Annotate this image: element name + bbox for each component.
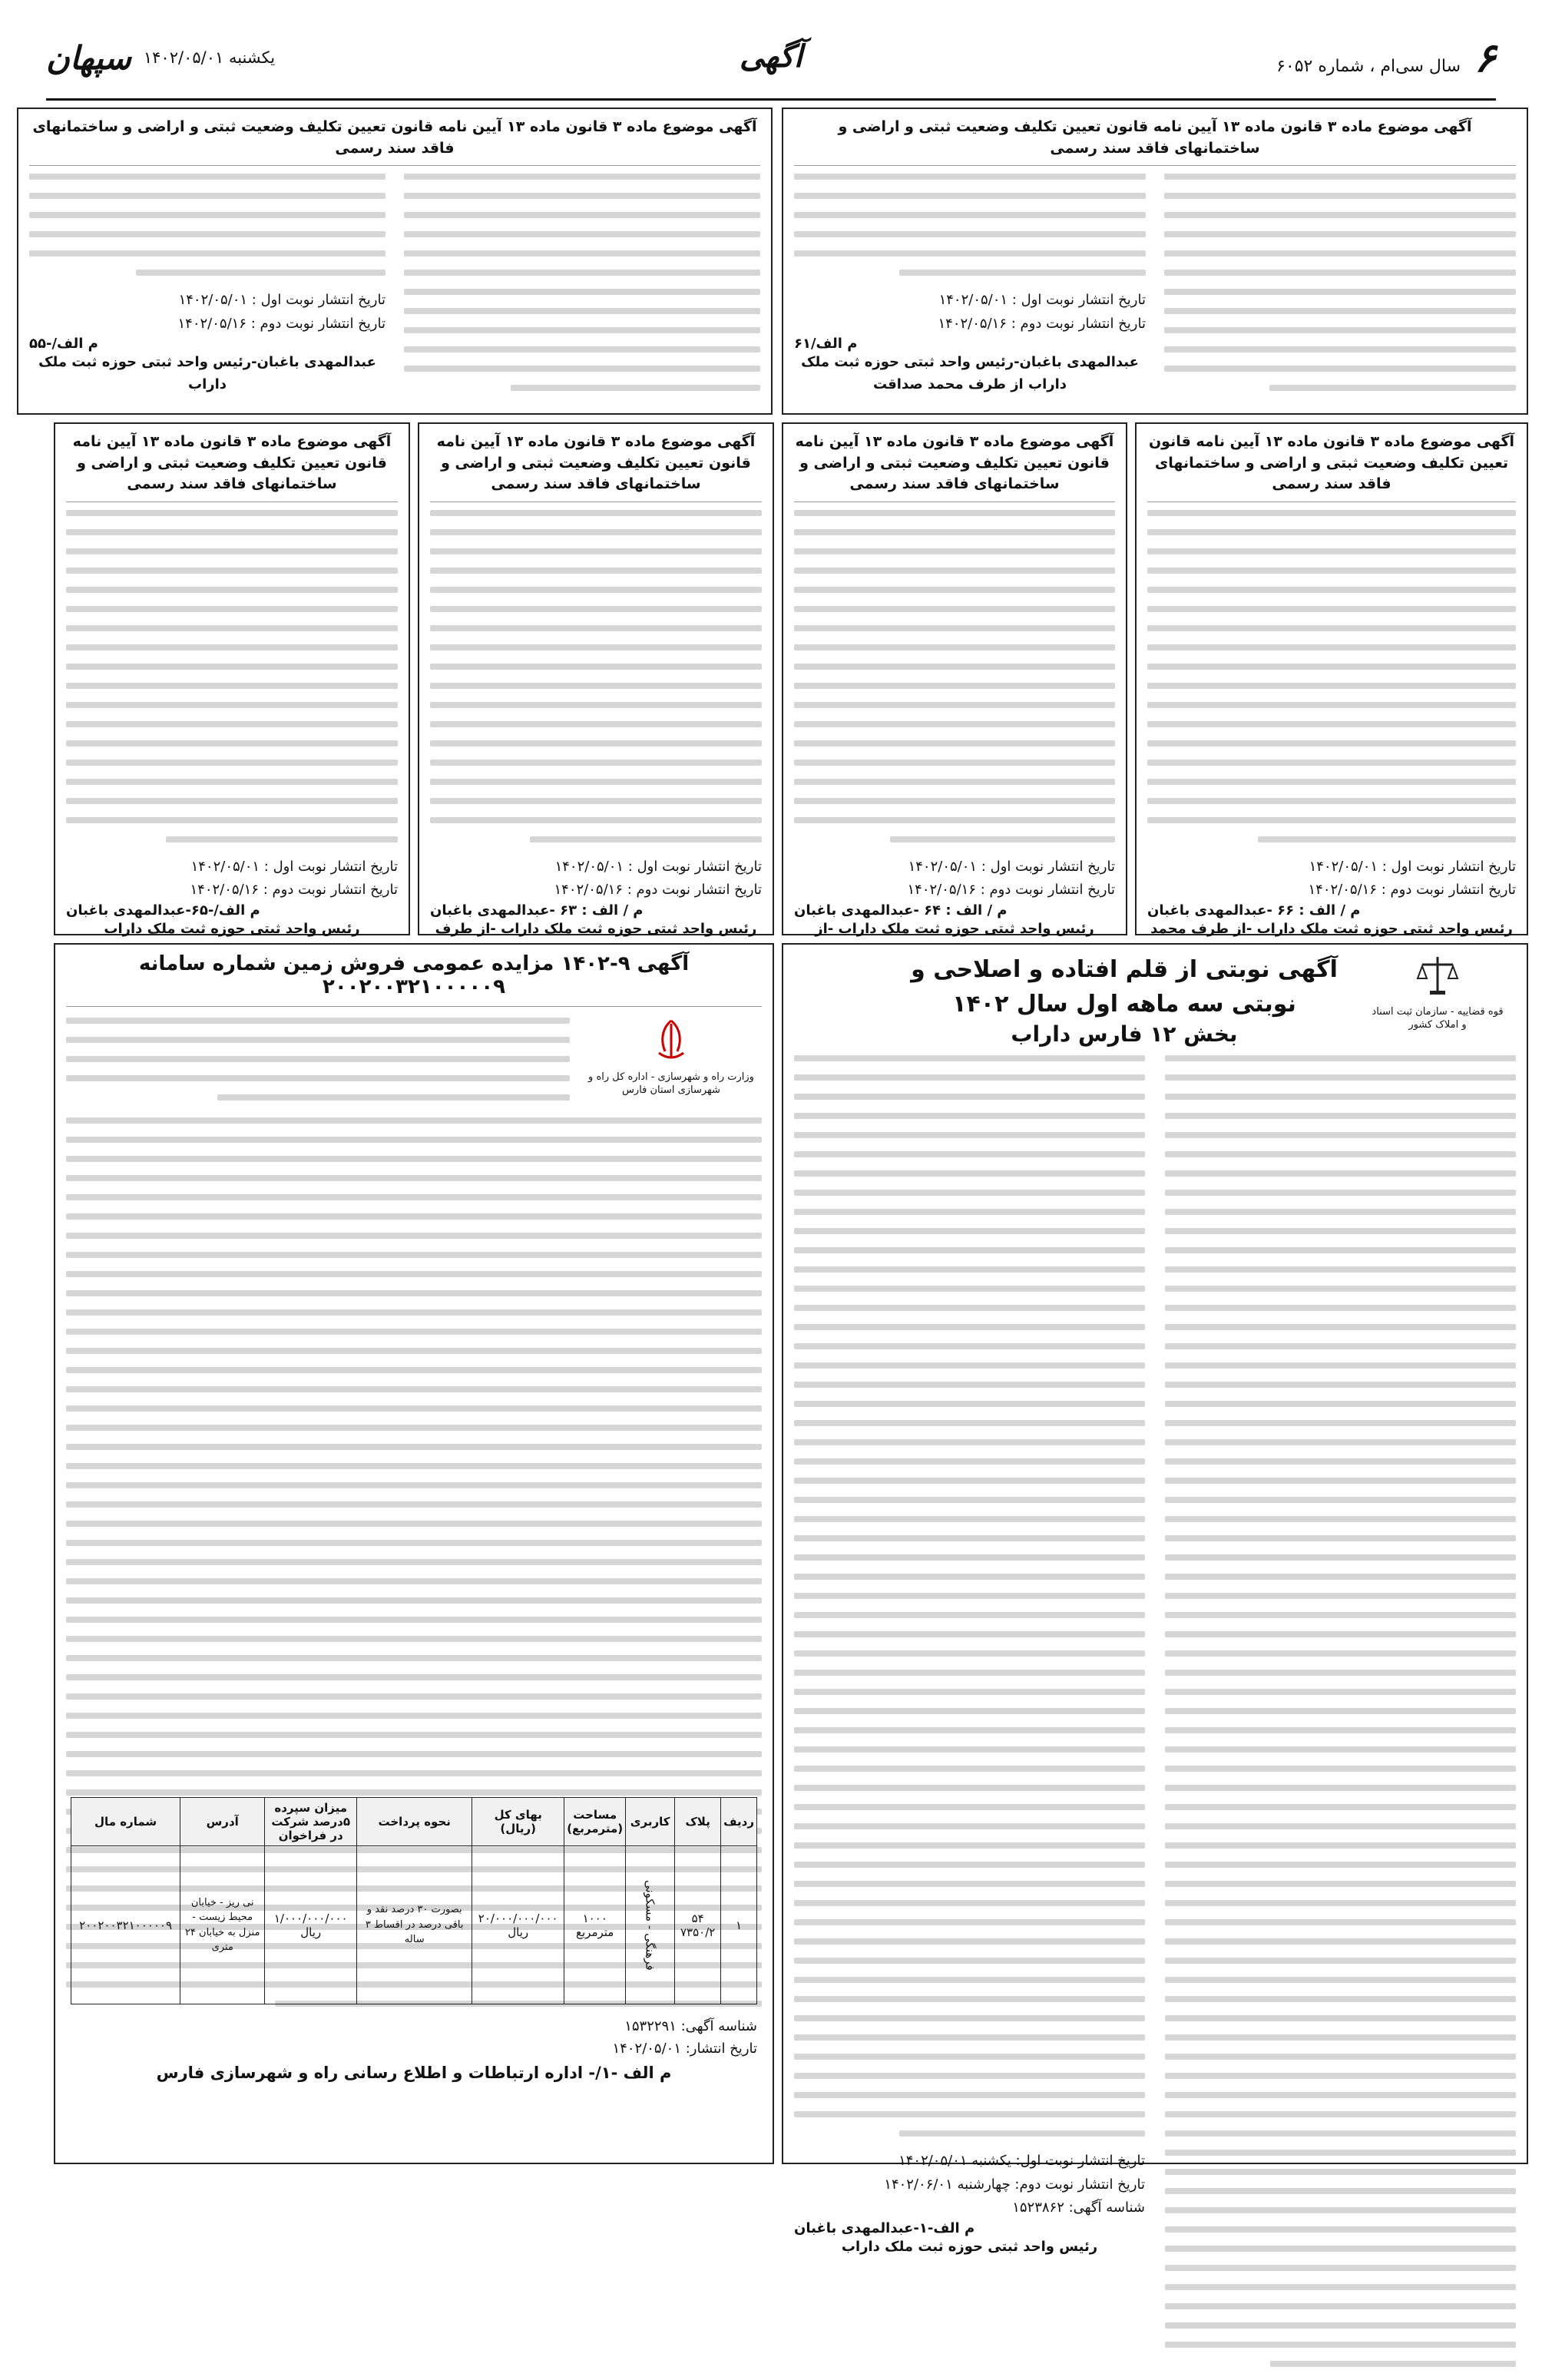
ad-reference: م الف-۱-عبدالمهدی باغبان <box>794 2219 975 2236</box>
auction-footer <box>71 2016 757 2086</box>
publish-date: تاریخ انتشار: ۱۴۰۲/۰۵/۰۱ <box>612 2040 757 2057</box>
table-cell: ۱۰۰۰ مترمربع <box>564 1846 626 2004</box>
publish-date-1: تاریخ انتشار نوبت اول : ۱۴۰۲/۰۵/۰۱ <box>178 292 386 309</box>
ad-reference: م / الف : ۶۶ -عبدالمهدی باغبان <box>1147 902 1361 919</box>
table-cell <box>675 1846 721 2004</box>
publish-date-2: تاریخ انتشار نوبت دوم : ۱۴۰۲/۰۵/۱۶ <box>938 315 1146 332</box>
table-header: نحوه پرداخت <box>357 1798 472 1846</box>
masthead <box>46 32 1496 83</box>
ad-property-notice <box>782 943 1528 2255</box>
property-notice-title: آگهی نوبتی از قلم افتاده و اصلاحی و نوبتی سه ماهه اول سال ۱۴۰۲ <box>911 956 1338 1018</box>
table-cell-part: ۵۴ <box>691 1911 704 1925</box>
publish-date-1: تاریخ انتشار نوبت اول : ۱۴۰۲/۰۵/۰۱ <box>190 858 398 875</box>
ad-title: آگهی موضوع ماده ۳ قانون ماده ۱۳ آیین نامه قانون تعیین تکلیف وضعیت ثبتی و اراضی و ساختمانهای فاقد سند رسمی <box>794 432 1115 502</box>
table-header: میزان سپرده ۵درصد شرکت در فراخوان <box>265 1798 357 1846</box>
property-notice-right-column <box>1165 1055 1516 2380</box>
table-header: ردیف <box>721 1798 757 1846</box>
publish-date-2: تاریخ انتشار نوبت دوم : ۱۴۰۲/۰۵/۱۶ <box>907 882 1115 899</box>
newspaper-logo: سپهان <box>46 38 131 77</box>
table-cell: ۱/۰۰۰/۰۰۰/۰۰۰ ریال <box>265 1846 357 2004</box>
table-header: مساحت (مترمربع) <box>564 1798 626 1846</box>
ad-signature: عبدالمهدی باغبان-رئیس واحد ثبتی حوزه ثبت ملک داراب <box>38 354 376 393</box>
publish-date-1: تاریخ انتشار نوبت اول : ۱۴۰۲/۰۵/۰۱ <box>908 858 1115 875</box>
table-cell: بصورت ۳۰ درصد نقد و باقی درصد در اقساط ۳ ساله <box>357 1846 472 2004</box>
masthead-left <box>46 39 275 77</box>
national-emblem-icon <box>648 1018 694 1064</box>
page-number: ۶ <box>1474 34 1496 81</box>
ad-body-left-column <box>794 174 1146 404</box>
ad-title: آگهی موضوع ماده ۳ قانون ماده ۱۳ آیین نامه قانون تعیین تکلیف وضعیت ثبتی و اراضی و ساختمانهای فاقد سند رسمی <box>430 432 762 502</box>
publish-date-2: تاریخ انتشار نوبت دوم : ۱۴۰۲/۰۵/۱۶ <box>190 882 398 899</box>
masthead-right <box>1276 35 1496 81</box>
ad-signature: رئیس واحد ثبتی حوزه ثبت ملک داراب <box>104 920 360 937</box>
ad-title: آگهی موضوع ماده ۳ قانون ماده ۱۳ آیین نامه قانون تعیین تکلیف وضعیت ثبتی و اراضی و ساختمانهای فاقد سند رسمی <box>66 432 398 502</box>
ad-signature: رئیس واحد ثبتی حوزه ثبت ملک داراب -از <box>815 920 1094 937</box>
ad-top-left <box>17 108 773 415</box>
ad-id: شناسه آگهی: ۱۵۳۲۲۹۱ <box>624 2018 757 2034</box>
ad-reference: م الف/-۵۵ <box>29 336 98 353</box>
ministry-emblem <box>587 1018 756 1097</box>
table-cell: ۲۰/۰۰۰/۰۰۰/۰۰۰ ریال <box>472 1846 564 2004</box>
emblem-caption: قوه قضاییه - سازمان ثبت اسناد و املاک کشور <box>1372 1005 1504 1031</box>
auction-table <box>71 1797 757 2004</box>
table-cell-part: ۷۳۵۰/۲ <box>680 1925 716 1939</box>
table-header: آدرس <box>180 1798 265 1846</box>
publish-date-2: تاریخ انتشار نوبت دوم: چهارشنبه ۱۴۰۲/۰۶/۰۱ <box>884 2176 1145 2193</box>
ad-body <box>794 510 1115 842</box>
issue-date: یکشنبه ۱۴۰۲/۰۵/۰۱ <box>143 48 276 67</box>
table-header: شماره مال <box>71 1798 180 1846</box>
table-cell: نی ریز - خیابان محیط زیست - منزل به خیابان ۲۴ متری <box>180 1846 265 2004</box>
ad-mid-4 <box>1135 422 1528 935</box>
property-notice-subtitle: بخش ۱۲ فارس داراب <box>1011 1021 1238 1047</box>
ad-title: آگهی موضوع ماده ۳ قانون ماده ۱۳ آیین نامه قانون تعیین تکلیف وضعیت ثبتی و اراضی و ساختمانهای فاقد سند رسمی <box>29 117 760 166</box>
ad-mid-3 <box>782 422 1127 935</box>
scales-icon <box>1415 952 1461 998</box>
ad-mid-1 <box>54 422 410 935</box>
ad-mid-2 <box>418 422 774 935</box>
masthead-rule <box>46 98 1496 101</box>
publish-date-2: تاریخ انتشار نوبت دوم : ۱۴۰۲/۰۵/۱۶ <box>177 315 386 332</box>
table-cell: ۲۰۰۲۰۰۳۲۱۰۰۰۰۰۹ <box>71 1846 180 2004</box>
ad-signature: رئیس واحد ثبتی حوزه ثبت ملک داراب -از طرف محمد <box>1150 920 1513 937</box>
section-title: آگهی <box>740 38 802 74</box>
ad-reference: م / الف : ۶۴ -عبدالمهدی باغبان <box>794 902 1008 919</box>
auction-intro <box>66 1018 570 1114</box>
auction-title: آگهی ۹-۱۴۰۲ مزایده عمومی فروش زمین شماره سامانه ۲۰۰۲۰۰۳۲۱۰۰۰۰۰۹ <box>66 952 762 1007</box>
table-cell: ۱ <box>721 1846 757 2004</box>
publish-date-1: تاریخ انتشار نوبت اول : ۱۴۰۲/۰۵/۰۱ <box>554 858 762 875</box>
judiciary-emblem <box>1368 952 1507 1032</box>
ad-reference: م الف/-۶۵-عبدالمهدی باغبان <box>66 902 260 919</box>
table-row <box>71 1846 757 2004</box>
publish-date-1: تاریخ انتشار نوبت اول: یکشنبه ۱۴۰۲/۰۵/۰۱ <box>898 2153 1145 2169</box>
ad-body <box>1147 510 1516 842</box>
table-header-row <box>71 1798 757 1846</box>
issue-number: سال سی‌ام ، شماره ۶۰۵۲ <box>1276 56 1461 76</box>
ad-signature: رئیس واحد ثبتی حوزه ثبت ملک داراب -از طرف <box>435 920 757 937</box>
publish-date-2: تاریخ انتشار نوبت دوم : ۱۴۰۲/۰۵/۱۶ <box>554 882 762 899</box>
ad-body-right-column <box>1164 174 1516 404</box>
ad-body-right-column <box>404 174 760 404</box>
ad-id: شناسه آگهی: ۱۵۲۳۸۶۲ <box>1012 2200 1145 2216</box>
ad-title: آگهی موضوع ماده ۳ قانون ماده ۱۳ آیین نامه قانون تعیین تکلیف وضعیت ثبتی و اراضی و ساختمانهای فاقد سند رسمی <box>794 117 1516 166</box>
table-header: کاربری <box>626 1798 675 1846</box>
ad-body <box>430 510 762 842</box>
publish-date-2: تاریخ انتشار نوبت دوم : ۱۴۰۲/۰۵/۱۶ <box>1308 882 1516 899</box>
table-header: پلاک <box>675 1798 721 1846</box>
ad-body-left-column <box>29 174 386 404</box>
ad-reference: م الف/۶۱ <box>794 336 858 353</box>
table-cell: فرهنگی - مسکونی <box>626 1846 675 2004</box>
ad-signature: رئیس واحد ثبتی حوزه ثبت ملک داراب <box>841 2238 1098 2255</box>
table-header: بهای کل (ریال) <box>472 1798 564 1846</box>
ad-top-right <box>782 108 1528 415</box>
property-notice-left-column <box>794 1055 1145 2380</box>
ad-signature: عبدالمهدی باغبان-رئیس واحد ثبتی حوزه ثبت ملک داراب از طرف محمد صداقت <box>801 354 1139 393</box>
ad-title: آگهی موضوع ماده ۳ قانون ماده ۱۳ آیین نامه قانون تعیین تکلیف وضعیت ثبتی و اراضی و ساختمانهای فاقد سند رسمی <box>1147 432 1516 502</box>
ad-body <box>66 510 398 842</box>
publish-date-1: تاریخ انتشار نوبت اول : ۱۴۰۲/۰۵/۰۱ <box>938 292 1146 309</box>
ad-signature: م الف -۱/- اداره ارتباطات و اطلاع رسانی راه و شهرسازی فارس <box>156 2063 672 2082</box>
ad-reference: م / الف : ۶۳ -عبدالمهدی باغبان <box>430 902 644 919</box>
publish-date-1: تاریخ انتشار نوبت اول : ۱۴۰۲/۰۵/۰۱ <box>1309 858 1516 875</box>
emblem-caption: وزارت راه و شهرسازی - اداره کل راه و شهرسازی استان فارس <box>588 1071 754 1096</box>
